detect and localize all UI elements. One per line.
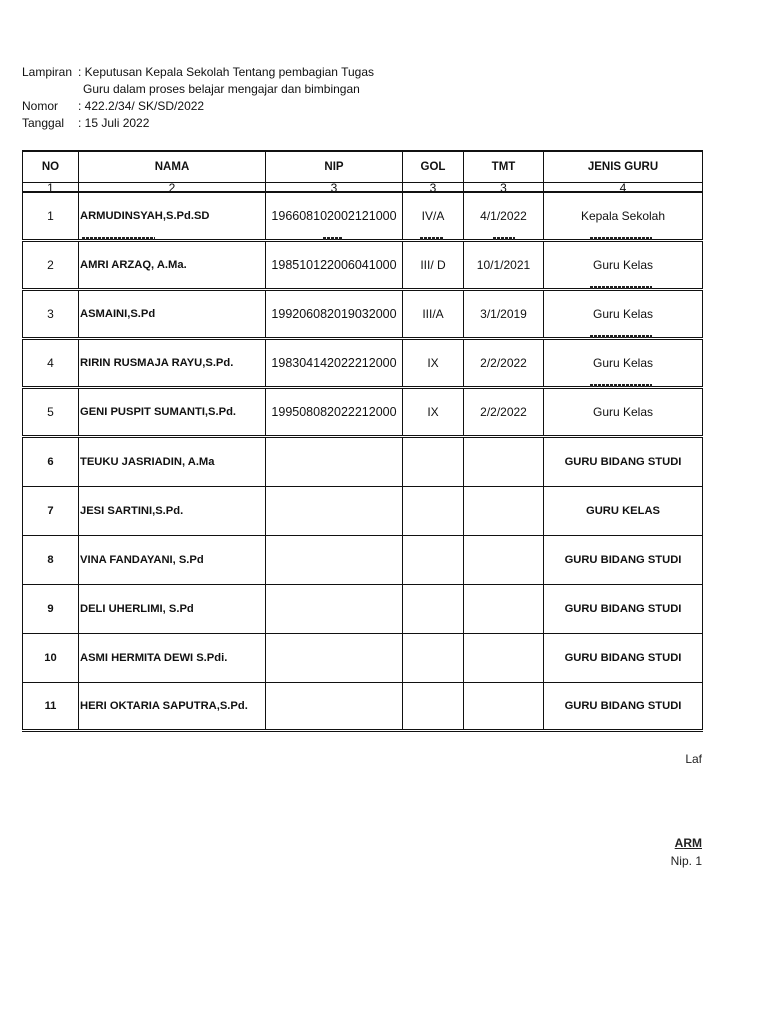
cell-jenis-guru: Guru Kelas <box>544 242 703 288</box>
cell-nama: DELI UHERLIMI, S.Pd <box>79 585 266 633</box>
clipped-text-fragment <box>323 237 343 240</box>
cell-nip: 199508082022212000 <box>266 389 403 435</box>
cell-nama: ARMUDINSYAH,S.Pd.SD <box>79 193 266 239</box>
clipped-text-fragment <box>420 237 443 240</box>
lampiran-text: : Keputusan Kepala Sekolah Tentang pembagian Tugas <box>78 65 375 79</box>
cell-nip <box>266 585 403 633</box>
cell-gol: IX <box>403 389 464 435</box>
cell-nip <box>266 634 403 682</box>
table-row <box>22 389 703 438</box>
column-number: 3 <box>403 183 464 191</box>
cell-nama: RIRIN RUSMAJA RAYU,S.Pd. <box>79 340 266 386</box>
column-number: 4 <box>544 183 703 191</box>
table-row <box>22 683 703 732</box>
column-header-no: NO <box>22 152 79 182</box>
cell-nama: VINA FANDAYANI, S.Pd <box>79 536 266 584</box>
cell-tmt: 2/2/2022 <box>464 340 544 386</box>
cell-nip: 198304142022212000 <box>266 340 403 386</box>
tanggal-value: : 15 Juli 2022 <box>78 116 150 130</box>
cell-nama: HERI OKTARIA SAPUTRA,S.Pd. <box>79 683 266 729</box>
table-row <box>22 242 703 291</box>
cell-gol <box>403 487 464 535</box>
column-header-gol: GOL <box>403 152 464 182</box>
column-header-nip: NIP <box>266 152 403 182</box>
cell-jenis-guru: GURU BIDANG STUDI <box>544 683 703 729</box>
cell-nip: 196608102002121000 <box>266 193 403 239</box>
clipped-text-fragment <box>590 384 652 387</box>
cell-jenis-guru: GURU KELAS <box>544 487 703 535</box>
cell-nama: GENI PUSPIT SUMANTI,S.Pd. <box>79 389 266 435</box>
cell-tmt <box>464 683 544 729</box>
clipped-text-fragment <box>590 286 652 289</box>
cell-tmt: 10/1/2021 <box>464 242 544 288</box>
cell-nip <box>266 438 403 486</box>
table-row <box>22 438 703 487</box>
cell-no: 4 <box>22 340 79 386</box>
column-number: 3 <box>464 183 544 191</box>
lampiran-text-continued: Guru dalam proses belajar mengajar dan bimbingan <box>83 82 360 96</box>
cell-jenis-guru: Guru Kelas <box>544 291 703 337</box>
cell-gol <box>403 536 464 584</box>
cell-gol: IV/A <box>403 193 464 239</box>
cell-tmt <box>464 536 544 584</box>
cell-nama: JESI SARTINI,S.Pd. <box>79 487 266 535</box>
cell-nip <box>266 536 403 584</box>
cell-nip <box>266 487 403 535</box>
clipped-text-fragment <box>590 237 652 240</box>
clipped-text-fragment <box>590 335 652 338</box>
cell-no: 8 <box>22 536 79 584</box>
clipped-text-fragment <box>493 237 515 240</box>
table-header-row <box>22 150 703 183</box>
cell-jenis-guru: GURU BIDANG STUDI <box>544 438 703 486</box>
lampiran-label: Lampiran <box>22 65 73 79</box>
table-row <box>22 585 703 634</box>
cell-gol: III/ D <box>403 242 464 288</box>
table-row <box>22 487 703 536</box>
cell-gol: III/A <box>403 291 464 337</box>
cell-nama: TEUKU JASRIADIN, A.Ma <box>79 438 266 486</box>
column-header-tmt: TMT <box>464 152 544 182</box>
cell-nip <box>266 683 403 729</box>
cell-tmt <box>464 585 544 633</box>
nomor-label: Nomor <box>22 99 59 113</box>
cell-no: 11 <box>22 683 79 729</box>
table-row <box>22 193 703 242</box>
column-number-row <box>22 183 703 193</box>
cell-tmt: 3/1/2019 <box>464 291 544 337</box>
cell-tmt <box>464 634 544 682</box>
cell-jenis-guru: Guru Kelas <box>544 340 703 386</box>
column-header-jenis-guru: JENIS GURU <box>544 152 703 182</box>
cell-jenis-guru: GURU BIDANG STUDI <box>544 585 703 633</box>
cell-jenis-guru: Guru Kelas <box>544 389 703 435</box>
table-body <box>22 193 703 732</box>
cell-nip: 198510122006041000 <box>266 242 403 288</box>
cell-tmt: 2/2/2022 <box>464 389 544 435</box>
column-number: 1 <box>22 183 79 191</box>
cell-nip: 199206082019032000 <box>266 291 403 337</box>
column-header-nama: NAMA <box>79 152 266 182</box>
table-row <box>22 340 703 389</box>
cell-tmt <box>464 487 544 535</box>
signatory-name: ARM <box>674 836 702 850</box>
cell-no: 5 <box>22 389 79 435</box>
cell-gol: IX <box>403 340 464 386</box>
cell-no: 2 <box>22 242 79 288</box>
cell-gol <box>403 438 464 486</box>
nomor-value: : 422.2/34/ SK/SD/2022 <box>78 99 205 113</box>
cell-no: 9 <box>22 585 79 633</box>
clipped-text-fragment <box>82 237 155 240</box>
cell-no: 6 <box>22 438 79 486</box>
column-number: 2 <box>79 183 266 191</box>
cell-jenis-guru: GURU BIDANG STUDI <box>544 536 703 584</box>
cell-jenis-guru: GURU BIDANG STUDI <box>544 634 703 682</box>
cell-no: 1 <box>22 193 79 239</box>
cell-jenis-guru: Kepala Sekolah <box>544 193 703 239</box>
tanggal-label: Tanggal <box>22 116 65 130</box>
cell-no: 7 <box>22 487 79 535</box>
table-row <box>22 634 703 683</box>
cell-gol <box>403 585 464 633</box>
cell-no: 3 <box>22 291 79 337</box>
table-row <box>22 291 703 340</box>
cell-nama: ASMAINI,S.Pd <box>79 291 266 337</box>
column-number: 3 <box>266 183 403 191</box>
table-row <box>22 536 703 585</box>
cell-gol <box>403 634 464 682</box>
place-date-text: Laf <box>685 752 702 766</box>
cell-tmt: 4/1/2022 <box>464 193 544 239</box>
cell-gol <box>403 683 464 729</box>
cell-nama: ASMI HERMITA DEWI S.Pdi. <box>79 634 266 682</box>
cell-no: 10 <box>22 634 79 682</box>
signatory-nip: Nip. 1 <box>670 854 702 868</box>
cell-tmt <box>464 438 544 486</box>
cell-nama: AMRI ARZAQ, A.Ma. <box>79 242 266 288</box>
